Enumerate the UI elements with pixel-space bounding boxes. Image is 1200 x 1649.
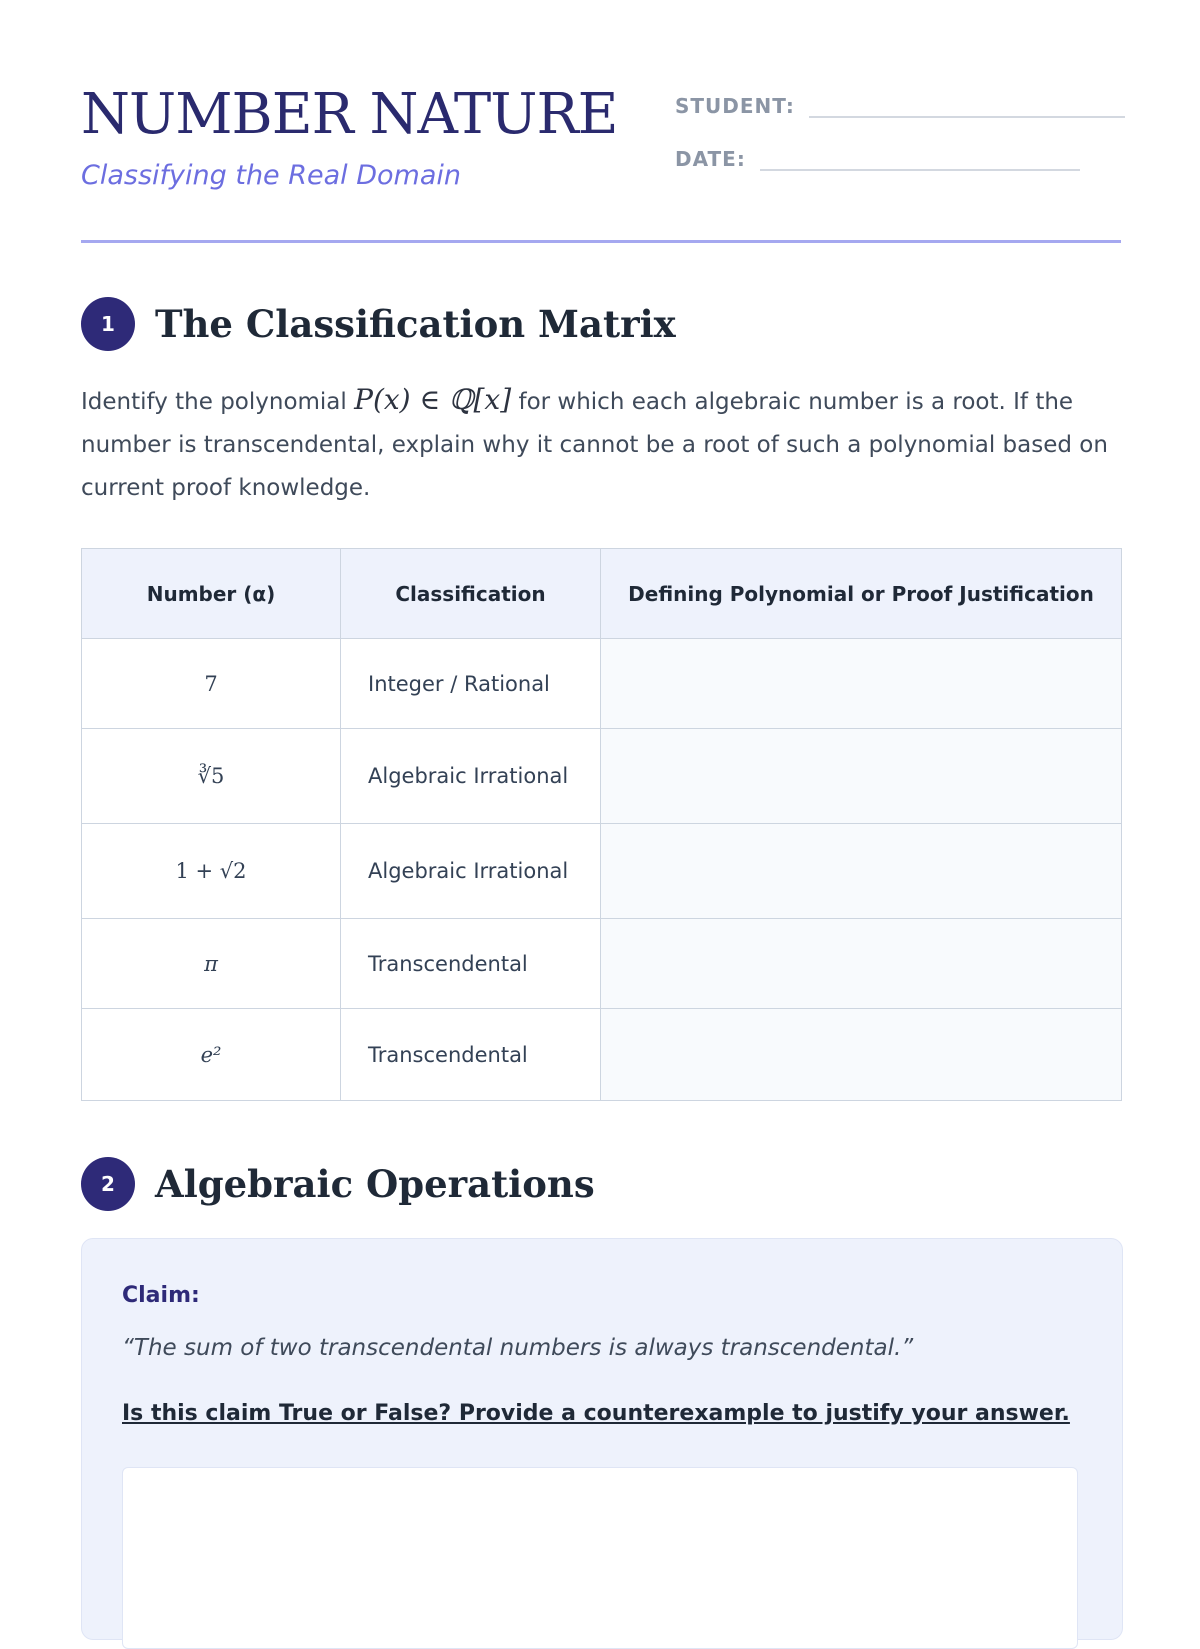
section-1-instructions [81,378,1121,510]
justification-cell[interactable] [601,1009,1122,1101]
section-1-title: The Classification Matrix [155,302,676,346]
student-field [675,88,1125,118]
worksheet-subtitle: Classifying the Real Domain [81,160,462,191]
justification-cell[interactable] [601,639,1122,729]
classification-cell: Integer / Rational [341,639,601,729]
justification-cell[interactable] [601,919,1122,1009]
table-row [82,824,1122,919]
number-cell: 7 [82,639,341,729]
table-row [82,1009,1122,1101]
section-2-title: Algebraic Operations [155,1162,595,1206]
classification-cell: Algebraic Irrational [341,824,601,919]
classification-cell: Transcendental [341,919,601,1009]
claim-label: Claim: [122,1283,200,1308]
section-1-badge: 1 [81,297,135,351]
student-label: STUDENT: [675,94,795,118]
table-row [82,639,1122,729]
date-input-line[interactable] [760,141,1080,171]
header-classification: Classification [341,549,601,639]
number-cell: 1 + √2 [82,824,341,919]
section-2-heading [81,1157,595,1211]
justification-cell[interactable] [601,824,1122,919]
worksheet-page [81,0,1121,1600]
classification-cell: Algebraic Irrational [341,729,601,824]
claim-panel [81,1238,1123,1640]
number-cell: e² [82,1009,341,1101]
polynomial-expression: P(x) ∈ ℚ[x] [354,383,512,416]
classification-table [81,548,1122,1101]
number-cell: π [82,919,341,1009]
classification-cell: Transcendental [341,1009,601,1101]
table-row [82,729,1122,824]
date-label: DATE: [675,147,746,171]
intro-text-end: for which each algebraic number is a root. If the number is transcendental, explain why it cannot be a root of such a polynomial based on current proof knowledge. [81,389,1108,501]
claim-question: Is this claim True or False? Provide a counterexample to justify your answer. [122,1401,1070,1426]
header-divider [81,240,1121,243]
intro-text-start: Identify the polynomial [81,389,355,415]
answer-textarea[interactable] [122,1467,1078,1649]
section-1-heading [81,297,676,351]
header-number: Number (α) [82,549,341,639]
number-cell: ∛5 [82,729,341,824]
student-input-line[interactable] [809,88,1125,118]
table-row [82,919,1122,1009]
date-field [675,141,1080,171]
justification-cell[interactable] [601,729,1122,824]
header-justification: Defining Polynomial or Proof Justification [601,549,1122,639]
section-2-badge: 2 [81,1157,135,1211]
worksheet-title: NUMBER NATURE [81,82,618,147]
claim-quote: “The sum of two transcendental numbers is always transcendental.” [122,1335,914,1361]
table-header-row [82,549,1122,639]
